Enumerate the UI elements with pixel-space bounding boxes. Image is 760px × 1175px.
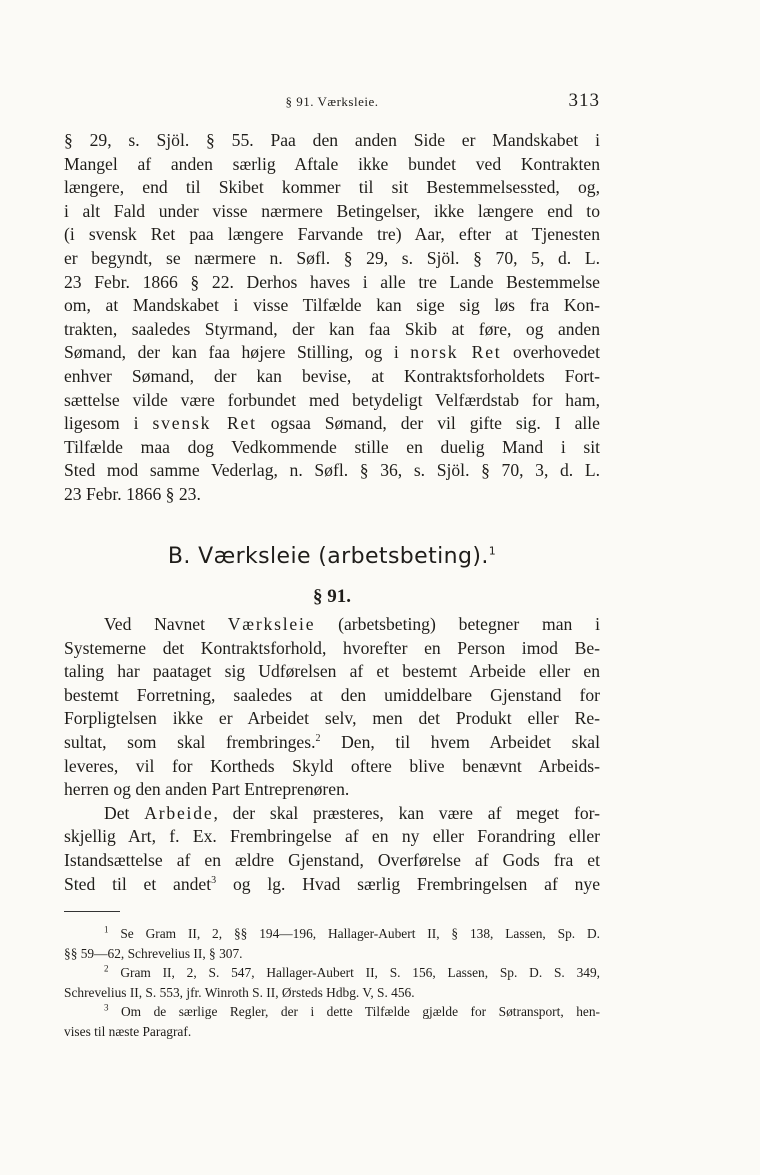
text-line: Istandsættelse af en ældre Gjenstand, Overførelse af Gods fra et [64, 849, 600, 870]
text-line: længere, end til Skibet kommer til sit Bestemmelsessted, og, [64, 177, 600, 198]
text-line [64, 412, 600, 436]
text-line [64, 873, 600, 897]
text-line: § 29, s. Sjöl. § 55. Paa den anden Side er Mandskabet i [64, 130, 600, 150]
text-fragment: betegner man i [458, 614, 600, 634]
text-fragment: , der skal præsteres, kan være af meget for- [213, 802, 600, 823]
paragraph-main [64, 613, 600, 896]
text-fragment: overhovedet [513, 342, 600, 363]
footnote-ref: 3 [211, 874, 217, 886]
text-line [64, 802, 600, 826]
text-fragment: Sted til et andet [64, 873, 212, 894]
text-line [64, 613, 600, 637]
running-head [64, 90, 600, 114]
footnote-number: 2 [104, 963, 109, 974]
footnote-line: §§ 59—62, Schrevelius II, § 307. [64, 945, 243, 961]
text-line: sættelse vilde være forbundet med betydeligt Velfærdstab for ham, [64, 389, 600, 410]
text-fragment: (arbetsbeting) [338, 614, 436, 634]
footnote-ref: 1 [488, 544, 497, 558]
text-fragment: Ved Navnet [104, 614, 205, 634]
footnote-text: Om de særlige Regler, der i dette Tilfælde gjælde for Søtransport, hen- [121, 1004, 600, 1019]
text-line: Sted mod samme Vederlag, n. Søfl. § 36, s. Sjöl. § 70, 3, d. L. [64, 460, 600, 481]
running-head-title: § 91. Værksleie. [285, 94, 379, 109]
footnote-line [64, 1002, 600, 1022]
text-line: om, at Mandskabet i visse Tilfælde kan sige sig løs fra Kon- [64, 295, 600, 316]
footnote-number: 3 [104, 1002, 109, 1013]
text-line: herren og den anden Part Entreprenøren. [64, 779, 350, 800]
text-line: (i svensk Ret paa længere Farvande tre) Aar, efter at Tjenesten [64, 224, 600, 245]
text-line [64, 731, 600, 755]
text-line [64, 341, 600, 365]
text-line: enhver Sømand, der kan bevise, at Kontraktsforholdets Fort- [64, 365, 600, 386]
footnote-number: 1 [104, 924, 109, 935]
text-line: Mangel af anden særlig Aftale ikke bundet ved Kontrakten [64, 153, 600, 174]
footnote-line [64, 924, 600, 944]
text-line: taling har paataget sig Udførelsen af et bestemt Arbeide eller en [64, 661, 600, 682]
section-number: § 91. [313, 586, 351, 607]
text-line: trakten, saaledes Styrmand, der kan faa Skib at føre, og anden [64, 318, 600, 339]
section-heading [64, 544, 600, 569]
text-line: skjellig Art, f. Ex. Frembringelse af en ny eller Forandring eller [64, 826, 600, 847]
text-fragment: ogsaa Sømand, der vil gifte sig. I alle [270, 413, 600, 434]
footnote-line: Schrevelius II, S. 553, jfr. Winroth S. II, Ørsteds Hdbg. V, S. 456. [64, 984, 415, 1000]
text-fragment: Den, til hvem Arbeidet skal [341, 731, 600, 752]
footnote-line [64, 963, 600, 983]
text-line: 23 Febr. 1866 § 22. Derhos haves i alle tre Lande Bestemmelse [64, 271, 600, 292]
text-line: er begyndt, se nærmere n. Søfl. § 29, s. Sjöl. § 70, 5, d. L. [64, 247, 600, 268]
text-line: Forpligtelsen ikke er Arbeidet selv, men det Produkt eller Re- [64, 708, 600, 729]
text-line: Tilfælde maa dog Vedkommende stille en duelig Mand i sit [64, 436, 600, 457]
footnote-ref: 2 [315, 733, 321, 745]
section-heading-text: B. Værksleie (arbetsbeting). [167, 544, 489, 569]
paragraph-continued [64, 129, 600, 507]
page-number: 313 [568, 90, 600, 111]
text-line: bestemt Forretning, saaledes at den umiddelbare Gjenstand for [64, 684, 600, 705]
footnotes [64, 924, 600, 1041]
footnote-divider [64, 911, 120, 912]
text-fragment: Sømand, der kan faa højere Stilling, og i [64, 342, 399, 363]
spaced-term: Arbeide [144, 802, 214, 823]
footnote-text: Gram II, 2, S. 547, Hallager-Aubert II, S. 156, Lassen, Sp. D. S. 349, [120, 965, 600, 980]
text-line: Systemerne det Kontraktsforhold, hvorefter en Person imod Be- [64, 637, 600, 658]
footnote-line: vises til næste Paragraf. [64, 1023, 192, 1039]
text-fragment: sultat, som skal frembringes. [64, 731, 316, 752]
text-line: leveres, vil for Kortheds Skyld oftere blive benævnt Arbeids- [64, 755, 600, 776]
text-line: i alt Fald under visse nærmere Betingelser, ikke længere end to [64, 200, 600, 221]
text-line: 23 Febr. 1866 § 23. [64, 483, 201, 504]
spaced-term: norsk Ret [410, 342, 502, 363]
footnote-text: Se Gram II, 2, §§ 194—196, Hallager-Aubert II, § 138, Lassen, Sp. D. [120, 926, 600, 941]
text-fragment: ligesom i [64, 413, 139, 434]
spaced-term: Værksleie [227, 614, 316, 634]
text-fragment: Det [104, 802, 130, 823]
spaced-term: svensk Ret [152, 413, 257, 434]
text-fragment: og lg. Hvad særlig Frembringelsen af nye [232, 873, 601, 894]
